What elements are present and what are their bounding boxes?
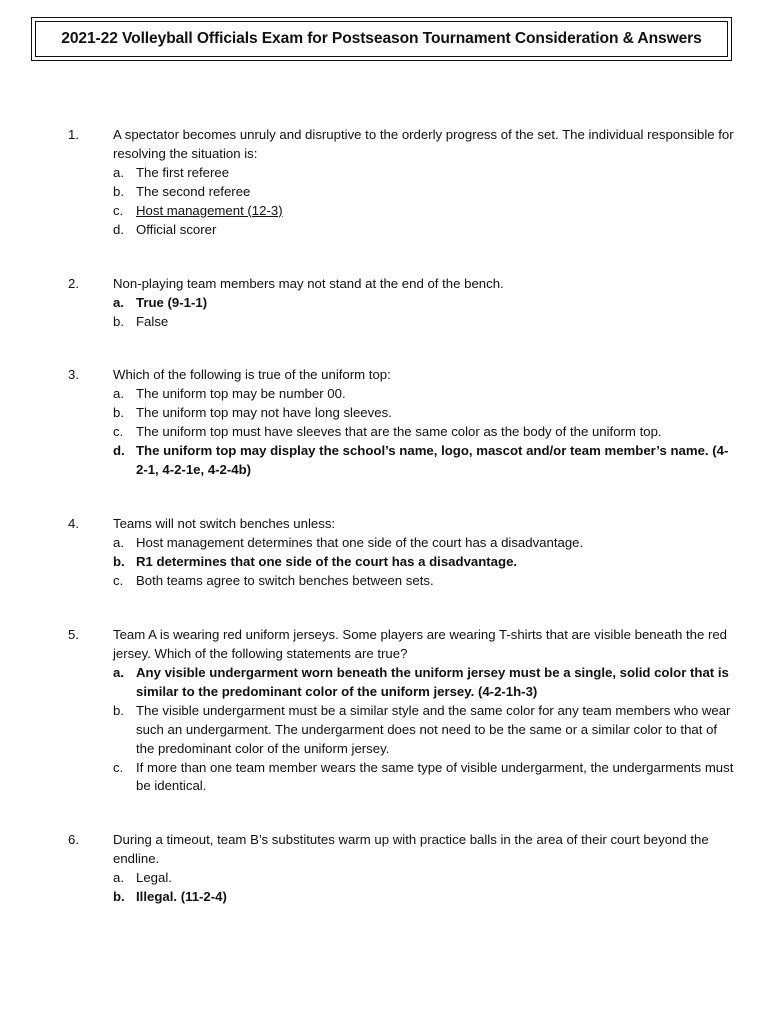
question-text: Non-playing team members may not stand at the end of the bench. (113, 276, 504, 291)
answer-letter: c. (113, 759, 124, 775)
answer-option (113, 759, 738, 797)
answer-text: Host management (12-3) (136, 202, 283, 218)
answer-text: Legal. (136, 870, 172, 885)
answer-letter: a. (113, 870, 124, 885)
question-text: A spectator becomes unruly and disruptive to the orderly progress of the set. The individual responsible for resolving the situation is: (113, 127, 734, 161)
answer-option (113, 385, 738, 404)
answer-list (113, 385, 738, 480)
correct-answer (113, 294, 738, 313)
answer-letter: c. (113, 572, 124, 588)
answer-option (113, 572, 738, 591)
answer-text: Host management determines that one side of the court has a disadvantage. (136, 535, 584, 550)
answer-letter: b. (113, 553, 125, 569)
question-number: 1. (68, 127, 79, 142)
answer-option (113, 534, 738, 553)
answer-letter: b. (113, 313, 124, 329)
answer-letter: a. (113, 165, 124, 180)
answer-option (113, 423, 738, 442)
answer-text: Both teams agree to switch benches between sets. (136, 572, 434, 588)
answer-letter: a. (113, 665, 124, 680)
answer-letter: d. (113, 221, 124, 237)
correct-answer (113, 442, 738, 480)
answer-letter: b. (113, 183, 124, 199)
title-box (31, 17, 732, 61)
question-text: Which of the following is true of the uniform top: (113, 367, 391, 382)
answer-option (113, 183, 738, 202)
document-title: 2021-22 Volleyball Officials Exam for Postseason Tournament Consideration & Answers (35, 21, 728, 57)
correct-answer (113, 664, 738, 702)
answer-text: The uniform top may display the school’s name, logo, mascot and/or team member’s name. (4-2-1, 4-2-1e, 4-2-4b) (136, 442, 729, 477)
answer-text: If more than one team member wears the same type of visible undergarment, the undergarments must be identical. (136, 759, 734, 794)
answer-letter: b. (113, 404, 124, 420)
answer-text: Official scorer (136, 221, 217, 237)
answer-text: The uniform top must have sleeves that are the same color as the body of the uniform top. (136, 423, 662, 439)
answer-letter: a. (113, 535, 124, 550)
answer-text: The first referee (136, 165, 230, 180)
question-number: 2. (68, 276, 79, 291)
answer-list (113, 664, 738, 796)
answer-option (113, 313, 738, 332)
answer-text: True (9-1-1) (136, 295, 208, 310)
answer-list (113, 869, 738, 907)
answer-text: The uniform top may be number 00. (136, 386, 346, 401)
answer-list (113, 164, 738, 240)
question-text: Teams will not switch benches unless: (113, 516, 336, 531)
answer-option (113, 221, 738, 240)
question-text: Team A is wearing red uniform jerseys. Some players are wearing T-shirts that are visible beneath the red jersey. Which of the following statements are true? (113, 627, 728, 661)
question-text: During a timeout, team B’s substitutes warm up with practice balls in the area of their court beyond the endline. (113, 832, 709, 866)
answer-text: Illegal. (11-2-4) (136, 888, 227, 904)
answer-option (113, 164, 738, 183)
answer-letter: c. (113, 423, 124, 439)
answer-option (113, 869, 738, 888)
answer-letter: d. (113, 442, 125, 458)
answer-text: The second referee (136, 183, 251, 199)
question-number: 4. (68, 516, 79, 531)
question-number: 5. (68, 627, 79, 642)
question-number: 3. (68, 367, 79, 382)
answer-list (113, 294, 738, 332)
answer-letter: c. (113, 202, 124, 218)
answer-letter: a. (113, 386, 124, 401)
answer-text: The uniform top may not have long sleeves. (136, 404, 392, 420)
answer-letter: b. (113, 888, 125, 904)
answer-text: The visible undergarment must be a similar style and the same color for any team members who wear such an undergarment. The undergarment does not need to be the same or a similar color to that of the predominant color of the uniform jersey. (136, 702, 731, 756)
correct-answer (113, 202, 738, 221)
answer-text: False (136, 313, 169, 329)
answer-option (113, 404, 738, 423)
answer-letter: b. (113, 702, 124, 718)
answer-text: Any visible undergarment worn beneath the uniform jersey must be a single, solid color that is similar to the predominant color of the uniform jersey. (4-2-1h-3) (136, 665, 729, 699)
question-number: 6. (68, 832, 79, 847)
answer-option (113, 702, 738, 759)
answer-list (113, 534, 738, 591)
answer-letter: a. (113, 295, 124, 310)
correct-answer (113, 553, 738, 572)
correct-answer (113, 888, 738, 907)
answer-text: R1 determines that one side of the court has a disadvantage. (136, 553, 518, 569)
